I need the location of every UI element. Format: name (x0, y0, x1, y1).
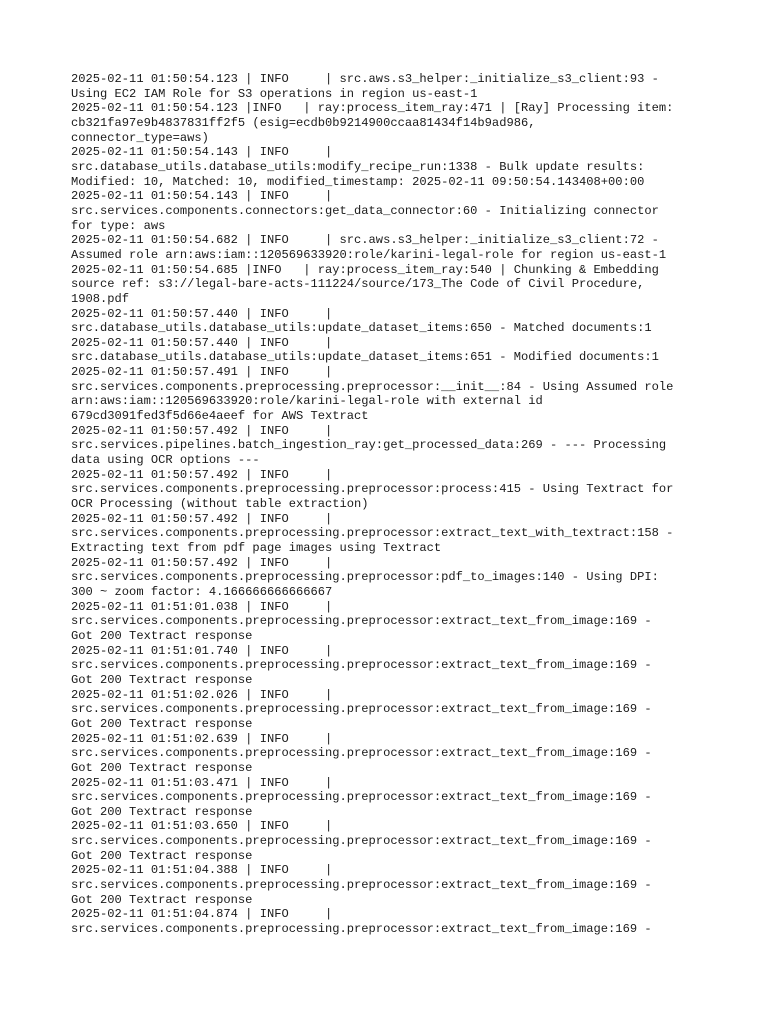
log-line: OCR Processing (without table extraction) (71, 497, 369, 512)
log-line: Extracting text from pdf page images using Textract (71, 541, 442, 555)
log-line: 2025-02-11 01:50:57.492 | INFO | (71, 511, 333, 526)
log-line: src.services.components.preprocessing.preprocessor:extract_text_from_image:169 - (71, 702, 652, 717)
log-line: src.database_utils.database_utils:update_dataset_items:650 - Matched documents:1 (71, 321, 652, 336)
log-line: 2025-02-11 01:50:57.492 | INFO | (71, 423, 333, 438)
log-line: 1908.pdf (71, 291, 130, 306)
log-line: 2025-02-11 01:51:04.388 | INFO | (71, 863, 333, 878)
log-line: 2025-02-11 01:51:02.026 | INFO | (71, 687, 333, 702)
log-line: connector_type=aws) (71, 130, 209, 145)
log-line: src.services.components.preprocessing.preprocessor:extract_text_with_textract:158 - (71, 526, 674, 541)
log-line: 2025-02-11 01:51:01.038 | INFO | (71, 599, 333, 614)
log-line: src.database_utils.database_utils:modify_recipe_run:1338 - Bulk update results: (71, 159, 645, 174)
log-line: 2025-02-11 01:50:57.440 | INFO | (71, 335, 333, 350)
log-line: Got 200 Textract response (71, 628, 253, 643)
log-line: 2025-02-11 01:51:04.874 | INFO | (71, 907, 333, 922)
log-line: 2025-02-11 01:50:57.491 | INFO | (71, 365, 333, 380)
log-line: for type: aws (71, 218, 166, 233)
log-line: Got 200 Textract response (71, 672, 253, 687)
log-line: 2025-02-11 01:51:03.650 | INFO | (71, 819, 333, 834)
log-line: 2025-02-11 01:50:57.440 | INFO | (71, 306, 333, 321)
log-line: src.services.components.preprocessing.preprocessor:extract_text_from_image:169 - (71, 878, 652, 893)
log-line: src.services.components.preprocessing.preprocessor:extract_text_from_image:169 - (71, 614, 652, 629)
log-line: Got 200 Textract response (71, 892, 253, 907)
log-line: 679cd3091fed3f5d66e4aeef for AWS Textract (71, 409, 369, 424)
log-line: Assumed role arn:aws:iam::120569633920:role/karini-legal-role for region us-east-1 (71, 247, 667, 262)
log-line: Got 200 Textract response (71, 716, 253, 731)
log-line: 2025-02-11 01:50:57.492 | INFO | (71, 467, 333, 482)
log-line: src.services.components.preprocessing.preprocessor:extract_text_from_image:169 - (71, 790, 652, 805)
log-line: 2025-02-11 01:50:54.123 | INFO | src.aws.s3_helper:_initialize_s3_client:93 - (71, 72, 659, 86)
log-line: arn:aws:iam::120569633920:role/karini-legal-role with external id (71, 394, 543, 409)
log-line: 2025-02-11 01:50:54.143 | INFO | (71, 189, 333, 204)
log-line: 2025-02-11 01:50:54.682 | INFO | src.aws.s3_helper:_initialize_s3_client:72 - (71, 233, 659, 248)
log-line: Got 200 Textract response (71, 848, 253, 863)
log-line: Got 200 Textract response (71, 760, 253, 775)
log-line: src.services.components.preprocessing.preprocessor:extract_text_from_image:169 - (71, 834, 652, 849)
log-line: 300 ~ zoom factor: 4.166666666666667 (71, 584, 333, 599)
log-line: data using OCR options --- (71, 453, 260, 468)
log-line: 2025-02-11 01:50:54.123 |INFO | ray:process_item_ray:471 | [Ray] Processing item: (71, 101, 674, 116)
log-line: src.services.components.preprocessing.preprocessor:extract_text_from_image:169 - (71, 922, 652, 937)
log-line: src.services.pipelines.batch_ingestion_ray:get_processed_data:269 - --- Processing (71, 438, 667, 453)
log-line: src.services.components.preprocessing.preprocessor:extract_text_from_image:169 - (71, 658, 652, 673)
log-line: cb321fa97e9b4837831ff2f5 (esig=ecdb0b9214900ccaa81434f14b9ad986, (71, 115, 536, 130)
log-line: src.services.components.preprocessing.preprocessor:__init__:84 - Using Assumed role (71, 379, 674, 394)
log-line: Using EC2 IAM Role for S3 operations in region us-east-1 (71, 86, 478, 101)
log-line: 2025-02-11 01:50:54.685 |INFO | ray:process_item_ray:540 | Chunking & Embedding (71, 262, 659, 277)
log-line: Modified: 10, Matched: 10, modified_timestamp: 2025-02-11 09:50:54.143408+00:00 (71, 174, 645, 189)
log-output (71, 72, 761, 937)
log-line: Got 200 Textract response (71, 804, 253, 819)
log-line: 2025-02-11 01:51:01.740 | INFO | (71, 643, 333, 658)
log-line: 2025-02-11 01:50:54.143 | INFO | (71, 145, 333, 160)
log-line: 2025-02-11 01:51:02.639 | INFO | (71, 731, 333, 746)
log-line: src.services.components.preprocessing.preprocessor:extract_text_from_image:169 - (71, 746, 652, 761)
log-line: src.database_utils.database_utils:update_dataset_items:651 - Modified documents:1 (71, 350, 659, 365)
log-line: 2025-02-11 01:51:03.471 | INFO | (71, 775, 333, 790)
log-line: source ref: s3://legal-bare-acts-111224/source/173_The Code of Civil Procedure, (71, 277, 645, 292)
log-line: 2025-02-11 01:50:57.492 | INFO | (71, 555, 333, 570)
log-line: src.services.components.preprocessing.preprocessor:process:415 - Using Textract for (71, 482, 674, 497)
log-line: src.services.components.preprocessing.preprocessor:pdf_to_images:140 - Using DPI: (71, 570, 659, 585)
log-line: src.services.components.connectors:get_data_connector:60 - Initializing connector (71, 203, 659, 218)
